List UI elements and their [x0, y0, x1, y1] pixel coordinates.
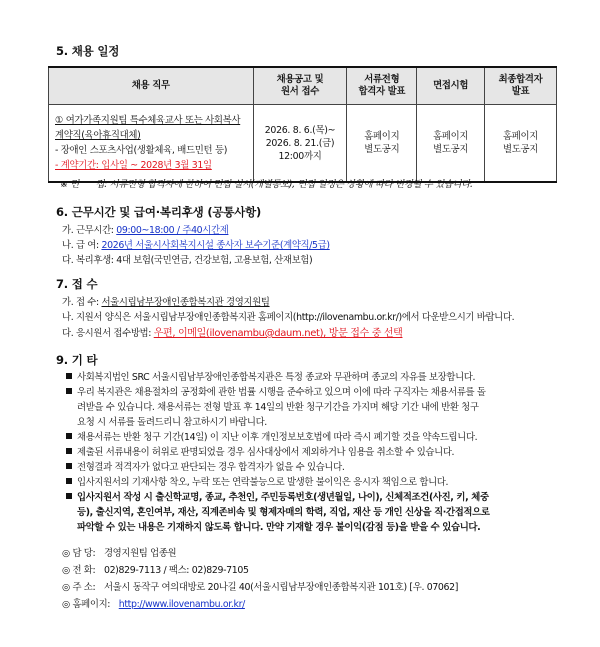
application-method-label: 다. 응시원서 접수방법:	[62, 328, 152, 339]
note-item-bold: 입사지원서 작성 시 출신학교명, 종교, 추천인, 주민등록번호(생년월일, 나이), 신체적조건(사진, 키, 체중	[66, 489, 489, 503]
section7-title: 7. 접 수	[56, 277, 98, 291]
note-mark: ※ 면	[60, 179, 79, 190]
application-method-value: 우편, 이메일(ilovenambu@daum.net), 방문 접수 중 선택	[153, 328, 403, 339]
job-detail: - 장애인 스포츠사업(생활체육, 배드민턴 등)	[55, 145, 228, 156]
application-method	[62, 324, 402, 339]
form-download: 나. 지원서 양식은 서울시립남부장애인종합복지관 홈페이지(http://ilovenambu.or.kr/)에서 다운받으시기 바랍니다.	[62, 312, 515, 323]
section5-title: 5. 채용 일정	[56, 44, 120, 58]
salary-value: 2026년 서울시사회복지시설 종사자 보수기준(계약직/5급)	[101, 240, 330, 251]
job-title-line2: 계약직(육아휴직대체)	[55, 130, 141, 141]
doc-result-cell: 홈페이지 별도공지	[347, 105, 417, 183]
note-item: 전형결과 적격자가 없다고 판단되는 경우 합격자가 없을 수 있습니다.	[66, 459, 344, 473]
contract-period: - 계약기간: 입사일 ~ 2028년 3월 31일	[55, 160, 212, 171]
note-item-cont: 요청 시 서류를 돌려드리니 참고하시기 바랍니다.	[77, 417, 267, 428]
welfare-label: 다. 복리후생:	[62, 255, 114, 266]
note-item-cont: 려받을 수 있습니다. 채용서류는 전형 발표 후 14일의 반환 청구기간을 가지며 해당 기간 내에 반환 청구	[77, 402, 479, 413]
section9-title: 9. 기 타	[56, 353, 98, 367]
address-label: ◎ 주 소:	[62, 582, 96, 593]
phone-label: ◎ 전 화:	[62, 565, 96, 576]
contact-manager	[62, 545, 176, 559]
reception-value: 서울시립남부장애인종합복지관 경영지원팀	[101, 297, 270, 308]
address-value: 서울시 동작구 여의대방로 20나길 40(서울시립남부장애인종합복지관 101호) [우. 07062]	[103, 582, 459, 593]
contact-homepage	[62, 596, 245, 610]
note-item: 사회복지법인 SRC 서울시립남부장애인종합복지관은 특정 종교와 무관하며 종교의 자유를 보장합니다.	[66, 369, 475, 383]
note-item: 우리 복지관은 채용절차의 공정화에 관한 법률 시행을 준수하고 있으며 이에 따라 구직자는 채용서류를 돌	[66, 384, 486, 398]
final-result-cell: 홈페이지 별도공지	[485, 105, 557, 183]
reception-place	[62, 294, 270, 308]
work-hours	[62, 222, 228, 236]
note-text: 접: 서류전형 합격자에 한하여 면접 실시(개별통보), 면접 일정은 상황에 따라 변경될 수 있습니다.	[95, 179, 473, 190]
period-start: 2026. 8. 6.(목)~	[264, 124, 336, 136]
schedule-table	[48, 66, 557, 183]
schedule-note	[60, 176, 473, 190]
welfare-value: 4대 보험(국민연금, 건강보험, 고용보험, 산재보험)	[116, 255, 313, 266]
job-title-line1: ① 여가가족지원팀 특수체육교사 또는 사회복사	[55, 115, 241, 126]
salary	[62, 237, 330, 251]
posting-period-cell	[253, 105, 347, 183]
salary-label: 나. 급 여:	[62, 240, 99, 251]
section6-title: 6. 근무시간 및 급여·복리후생 (공통사항)	[56, 205, 262, 219]
header-interview: 면접시험	[417, 67, 485, 105]
note-item: 채용서류는 반환 청구 기간(14일) 이 지난 이후 개인정보보호법에 따라 즉시 폐기할 것을 약속드립니다.	[66, 429, 477, 443]
note-item: 제출된 서류내용이 허위로 판명되었을 경우 심사대상에서 제외하거나 임용을 취소할 수 있습니다.	[66, 444, 454, 458]
manager-value: 경영지원팀 업종원	[103, 548, 177, 559]
period-time: 12:00까지	[278, 150, 322, 162]
job-cell	[49, 105, 254, 183]
note-item-bold-cont: 파악할 수 있는 내용은 기재하지 않도록 합니다. 만약 기재할 경우 불이익(감점 등)을 받을 수 있습니다.	[77, 522, 481, 533]
phone-value: 02)829-7113 / 팩스: 02)829-7105	[103, 565, 249, 576]
manager-label: ◎ 담 당:	[62, 548, 96, 559]
header-posting: 채용공고 및 원서 접수	[253, 67, 347, 105]
note-item-bold-cont: 등), 출신지역, 혼인여부, 재산, 직계존비속 및 형제자매의 학력, 직업, 재산 등 개인 신상을 직·간접적으로	[77, 507, 490, 518]
homepage-label: ◎ 홈페이지:	[62, 599, 111, 610]
note-item: 입사지원서의 기재사항 착오, 누락 또는 연락불능으로 발생한 불이익은 응시자 책임으로 합니다.	[66, 474, 448, 488]
homepage-link[interactable]: http://www.ilovenambu.or.kr/	[118, 599, 245, 610]
contact-phone	[62, 562, 249, 576]
header-job: 채용 직무	[49, 67, 254, 105]
header-final: 최종합격자 발표	[485, 67, 557, 105]
work-hours-label: 가. 근무시간:	[62, 225, 114, 236]
interview-cell: 홈페이지 별도공지	[417, 105, 485, 183]
work-hours-value: 09:00~18:00 / 주40시간제	[116, 225, 229, 236]
contact-address	[62, 579, 458, 593]
reception-label: 가. 접 수:	[62, 297, 99, 308]
period-end: 2026. 8. 21.(금)	[265, 137, 335, 149]
header-doc-result: 서류전형 합격자 발표	[347, 67, 417, 105]
welfare	[62, 252, 312, 266]
